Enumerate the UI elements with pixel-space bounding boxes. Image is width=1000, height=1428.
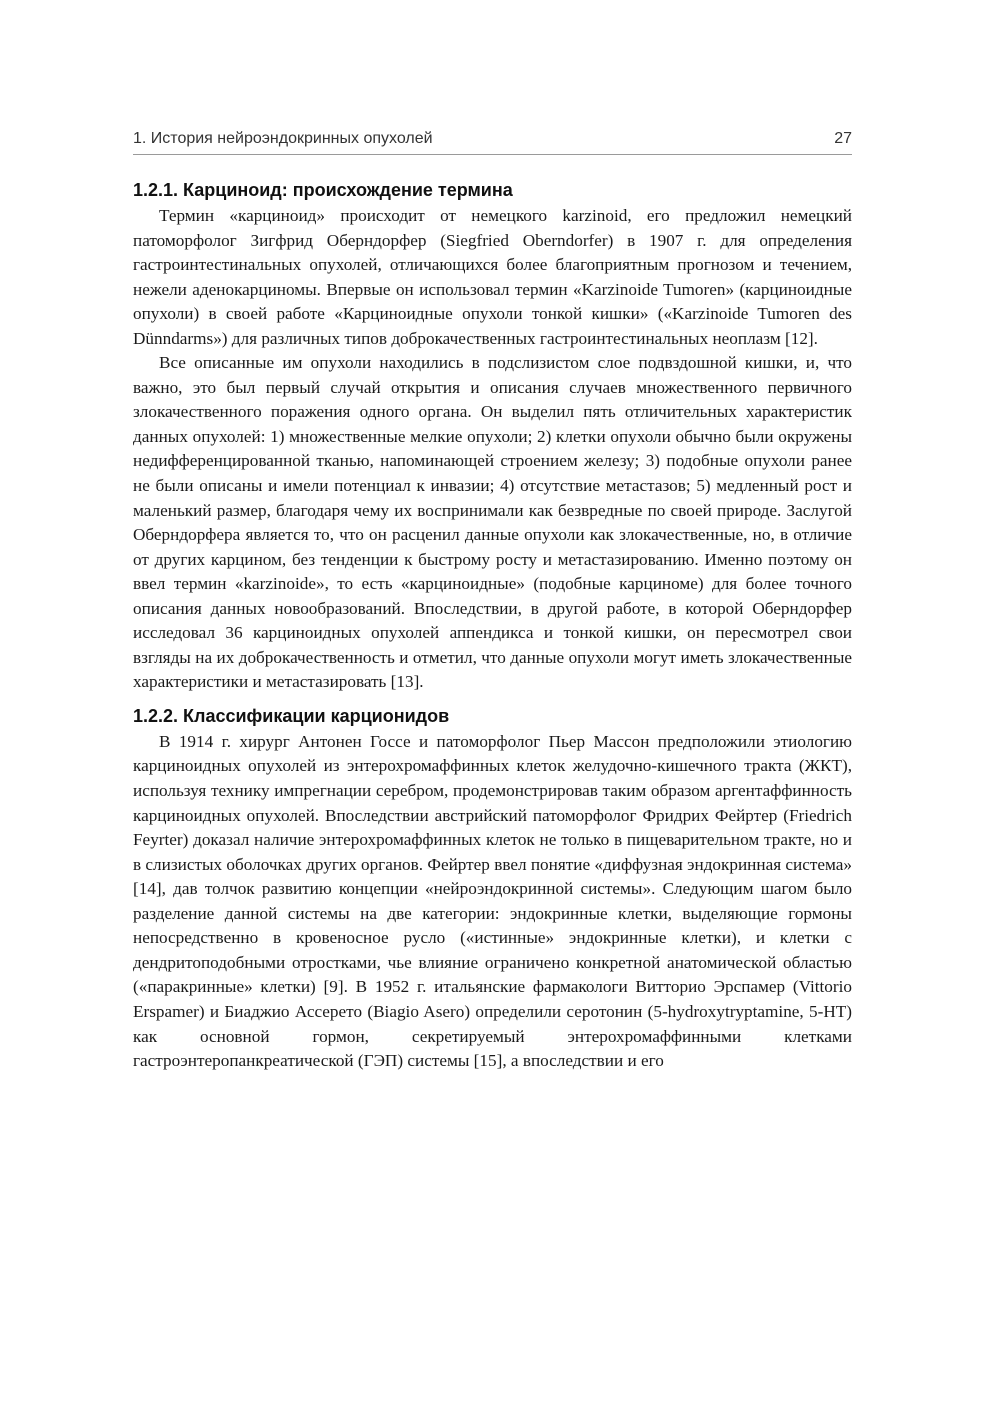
page-number: 27 xyxy=(834,130,852,147)
paragraph: Все описанные им опухоли находились в подслизистом слое подвздошной кишки, и, что важно, это был первый случай открытия и описания случаев множественного первичного злокачественного поражения одного органа. Он выделил пять отличительных характеристик данных опухолей: 1) множественные мелкие опухоли; 2) клетки опухоли обычно были окружены недифференцированной тканью, напоминающей строением железу; 3) подобные опухоли ранее не были описаны и имели потенциал к инвазии; 4) отсутствие метастазов; 5) медленный рост и маленький размер, благодаря чему их воспринимали как безвредные по своей природе. Заслугой Оберндорфера является то, что он расценил данные опухоли как злокачественные, но, в отличие от других карцином, без тенденции к быстрому росту и метастазированию. Именно поэтому он ввел термин «karzinoide», то есть «карциноидные» (подобные карциноме) для более точного описания данных новообразований. Впоследствии, в другой работе, в которой Оберндорфер исследовал 36 карциноидных опухолей аппендикса и тонкой кишки, он пересмотрел свои взгляды на их доброкачественность и отметил, что данные опухоли могут иметь злокачественные характеристики и метастазировать [13]. xyxy=(133,353,852,692)
chapter-title: 1. История нейроэндокринных опухолей xyxy=(133,130,433,147)
running-header xyxy=(133,130,852,155)
section-heading-1-2-2: 1.2.2. Классификации карционидов xyxy=(133,705,450,726)
book-page xyxy=(133,130,852,1074)
section-heading-1-2-1: 1.2.1. Карциноид: происхождение термина xyxy=(133,180,513,200)
paragraph: В 1914 г. хирург Антонен Госсе и патоморфолог Пьер Массон предположили этиологию карциноидных опухолей из энтерохромаффинных клеток желудочно-кишечного тракта (ЖКТ), используя технику импрегнации серебром, продемонстрировав таким образом аргентаффинность карциноидных опухолей. Впоследствии австрийский патоморфолог Фридрих Фейртер (Friedrich Feyrter) доказал наличие энтерохромаффинных клеток не только в пищеварительном тракте, но и в слизистых оболочках других органов. Фейртер ввел понятие «диффузная эндокринная система» [14], дав толчок развитию концепции «нейроэндокринной системы». Следующим шагом было разделение данной системы на две категории: эндокринные клетки, выделяющие гормоны непосредственно в кровеносное русло («истинные» эндокринные клетки), и клетки с дендритоподобными отростками, чье влияние ограничено конкретной анатомической областью («паракринные» клетки) [9]. В 1952 г. итальянские фармакологи Витторио Эрспамер (Vittorio Erspamer) и Биаджио Ассерето (Biagio Asero) определили серотонин (5-hydroxytryptamine, 5-HT) как основной гормон, секретируемый энтерохромаффинными клетками гастроэнтеропанкреатической (ГЭП) системы [15], а впоследствии и его xyxy=(133,731,852,1071)
paragraph: Термин «карциноид» происходит от немецкого karzinoid, его предложил немецкий патоморфолог Зигфрид Оберндорфер (Siegfried Oberndorfer) в 1907 г. для определения гастроинтестинальных опухолей, отличающихся более благоприятным прогнозом и течением, нежели аденокарциномы. Впервые он использовал термин «Karzinoide Tumoren» (карциноидные опухоли) в своей работе «Карциноидные опухоли тонкой кишки» («Karzinoide Tumoren des Dünndarms») для различных типов доброкачественных гастроинтестинальных неоплазм [12]. xyxy=(133,206,852,348)
